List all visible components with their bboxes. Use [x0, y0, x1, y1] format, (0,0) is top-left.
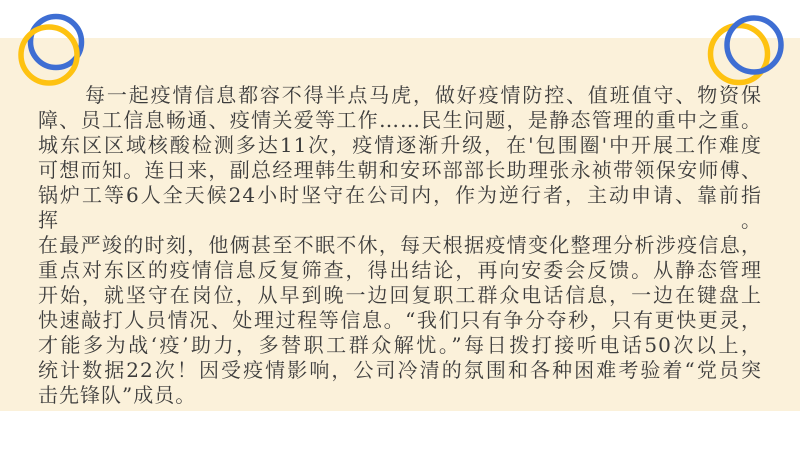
slide-body-text [38, 83, 762, 408]
text-line: 重点对东区的疫情信息反复筛查，得出结论，再向安委会反馈。从静态管理 [38, 258, 762, 282]
text-line: 击先锋队”成员。 [38, 383, 197, 407]
text-line: 统计数据22次！因受疫情影响，公司冷清的氛围和各种困难考验着“党员突 [38, 358, 762, 382]
text-line: 开始，就坚守在岗位，从早到晚一边回复职工群众电话信息，一边在键盘上 [38, 283, 762, 307]
text-line: 快速敲打人员情况、处理过程等信息。“我们只有争分夺秒，只有更快更灵， [38, 308, 762, 332]
text-line: 锅炉工等6人全天候24小时坚守在公司内，作为逆行者，主动申请、靠前指挥。 [38, 183, 762, 232]
text-line: 每一起疫情信息都容不得半点马虎，做好疫情防控、值班值守、物资保 [85, 83, 762, 107]
text-line: 才能多为战‘疫’助力，多替职工群众解忧。”每日拨打接听电话50次以上， [38, 333, 762, 357]
text-line: 障、员工信息畅通、疫情关爱等工作……民生问题，是静态管理的重中之重。 [38, 108, 762, 132]
text-line: 可想而知。连日来，副总经理韩生朝和安环部部长助理张永祯带领保安师傅、 [38, 158, 762, 182]
text-line: 城东区区域核酸检测多达11次，疫情逐渐升级，在'包围圈'中开展工作难度 [38, 133, 762, 157]
text-line: 在最严竣的时刻，他俩甚至不眠不休，每天根据疫情变化整理分析涉疫信息， [38, 233, 762, 257]
